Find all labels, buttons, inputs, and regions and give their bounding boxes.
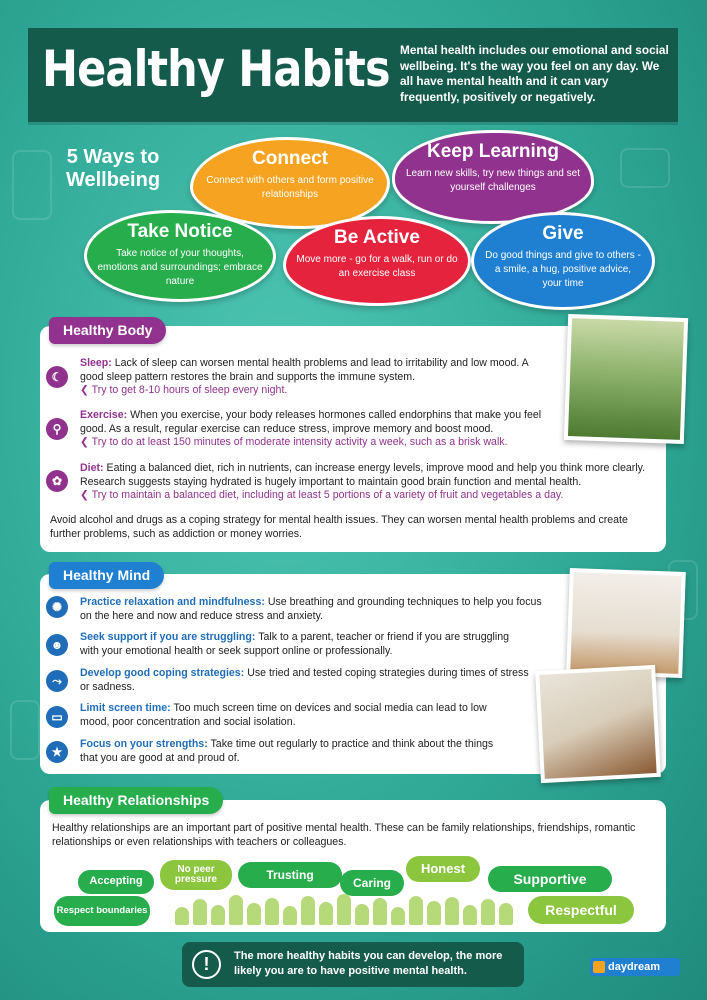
way-text: Learn new skills, try new things and set yourself challenges: [406, 168, 580, 193]
item-text: Take time out regularly to practice and think about the things that you are good at and proud of.: [80, 738, 494, 764]
body-item-diet: [80, 462, 650, 503]
mind-item-support: [80, 631, 530, 658]
item-tip: ❮ Try to maintain a balanced diet, including at least 5 portions of a variety of fruit and vegetables a day.: [80, 489, 564, 502]
avoid-text: Avoid alcohol and drugs as a coping strategy for mental health issues. They can worsen mental health problems and create further problems, such as addiction or money worries.: [50, 514, 628, 540]
yoga-photo: [566, 568, 686, 678]
chip-respectful: Respectful: [528, 896, 634, 924]
relationships-intro: Healthy relationships are an important part of positive mental health. These can be family relationships, friendships, romantic relationships or even relationships with teachers or colleagues.: [52, 822, 636, 848]
item-label: Focus on your strengths:: [80, 738, 208, 750]
item-tip: ❮ Try to do at least 150 minutes of moderate intensity activity a week, such as a brisk walk.: [80, 436, 508, 449]
guitar-photo: [535, 665, 661, 783]
bed-icon: ☾: [46, 366, 68, 388]
way-take-notice: [84, 210, 276, 302]
apple-icon: ✿: [46, 470, 68, 492]
item-label: Develop good coping strategies:: [80, 667, 245, 679]
logo-mark-icon: [593, 961, 605, 973]
way-text: Take notice of your thoughts, emotions and surroundings; embrace nature: [97, 248, 263, 287]
item-text: Too much screen time on devices and social media can lead to low mood, poor concentration and social isolation.: [80, 702, 487, 728]
footer-message: The more healthy habits you can develop, the more likely you are to have positive mental health.: [234, 950, 503, 977]
background-doodle: [10, 700, 40, 760]
item-text: Eating a balanced diet, rich in nutrients, can increase energy levels, improve mood and help you think more clearly. Research suggests staying hydrated is hugely important to maintain good brain function and mental health.: [80, 462, 646, 488]
item-label: Sleep:: [80, 357, 112, 369]
background-doodle: [12, 150, 52, 220]
chip-trusting: Trusting: [238, 862, 342, 888]
way-keep-learning: [392, 130, 594, 224]
dumbbell-icon: ⚲: [46, 418, 68, 440]
item-label: Exercise:: [80, 409, 128, 421]
header-intro: Mental health includes our emotional and social wellbeing. It's the way you feel on any day. We all have mental health and it can vary frequently, positively or negatively.: [400, 43, 669, 104]
footer-banner: [182, 942, 524, 987]
way-give: [471, 212, 655, 310]
item-text: Talk to a parent, teacher or friend if you are struggling with your emotional health or seek support online or professionally.: [80, 631, 510, 657]
item-label: Diet:: [80, 462, 104, 474]
item-label: Limit screen time:: [80, 702, 171, 714]
item-text: Lack of sleep can worsen mental health problems and lead to irritability and low mood. A good sleep pattern restores the brain and supports the immune system.: [80, 357, 529, 383]
item-text: Use breathing and grounding techniques to help you focus on the here and now and reduce stress and anxiety.: [80, 596, 542, 622]
way-be-active: [283, 216, 471, 306]
relaxation-icon: ✺: [46, 596, 68, 618]
header-banner: [28, 28, 678, 122]
chip-no-peer-pressure: No peer pressure: [160, 860, 232, 890]
exercise-photo: [564, 314, 688, 444]
background-doodle: [620, 148, 670, 188]
way-text: Move more - go for a walk, run or do an exercise class: [296, 254, 458, 279]
logo-text: daydream: [608, 961, 660, 973]
item-label: Seek support if you are struggling:: [80, 631, 256, 643]
way-title: Be Active: [334, 227, 420, 248]
healthy-mind-tag: Healthy Mind: [49, 562, 164, 589]
crowd-illustration: [175, 893, 525, 925]
mind-item-screen: [80, 702, 500, 729]
body-item-exercise: [80, 409, 560, 450]
people-icon: ☻: [46, 634, 68, 656]
mind-item-relaxation: [80, 596, 550, 623]
mind-item-coping: [80, 667, 530, 694]
chip-supportive: Supportive: [488, 866, 612, 892]
chip-caring: Caring: [340, 870, 404, 896]
way-text: Do good things and give to others - a smile, a hug, positive advice, your time: [485, 250, 641, 289]
mind-item-strengths: [80, 738, 500, 765]
strategy-icon: ⤳: [46, 670, 68, 692]
chip-honest: Honest: [406, 856, 480, 882]
way-title: Connect: [252, 148, 328, 169]
item-text: When you exercise, your body releases hormones called endorphins that make you feel good. As a result, regular exercise can reduce stress, improve memory and boost mood.: [80, 409, 542, 435]
healthy-relationships-tag: Healthy Relationships: [49, 787, 223, 814]
page-title: Healthy Habits: [42, 40, 390, 98]
chip-respect-boundaries: Respect boundaries: [54, 896, 150, 926]
screen-icon: ▭: [46, 706, 68, 728]
way-text: Connect with others and form positive relationships: [206, 175, 374, 200]
way-title: Give: [542, 223, 584, 244]
healthy-body-tag: Healthy Body: [49, 317, 166, 344]
item-text: Use tried and tested coping strategies during times of stress or sadness.: [80, 667, 529, 693]
exclamation-icon: !: [192, 950, 221, 979]
body-item-sleep: [80, 357, 548, 398]
ways-title: 5 Ways to Wellbeing: [65, 146, 161, 191]
way-title: Take Notice: [127, 221, 233, 242]
strength-icon: ★: [46, 741, 68, 763]
chip-accepting: Accepting: [78, 870, 154, 894]
item-label: Practice relaxation and mindfulness:: [80, 596, 265, 608]
way-title: Keep Learning: [427, 141, 559, 162]
item-tip: ❮ Try to get 8-10 hours of sleep every night.: [80, 384, 288, 397]
brand-logo: [590, 958, 680, 976]
